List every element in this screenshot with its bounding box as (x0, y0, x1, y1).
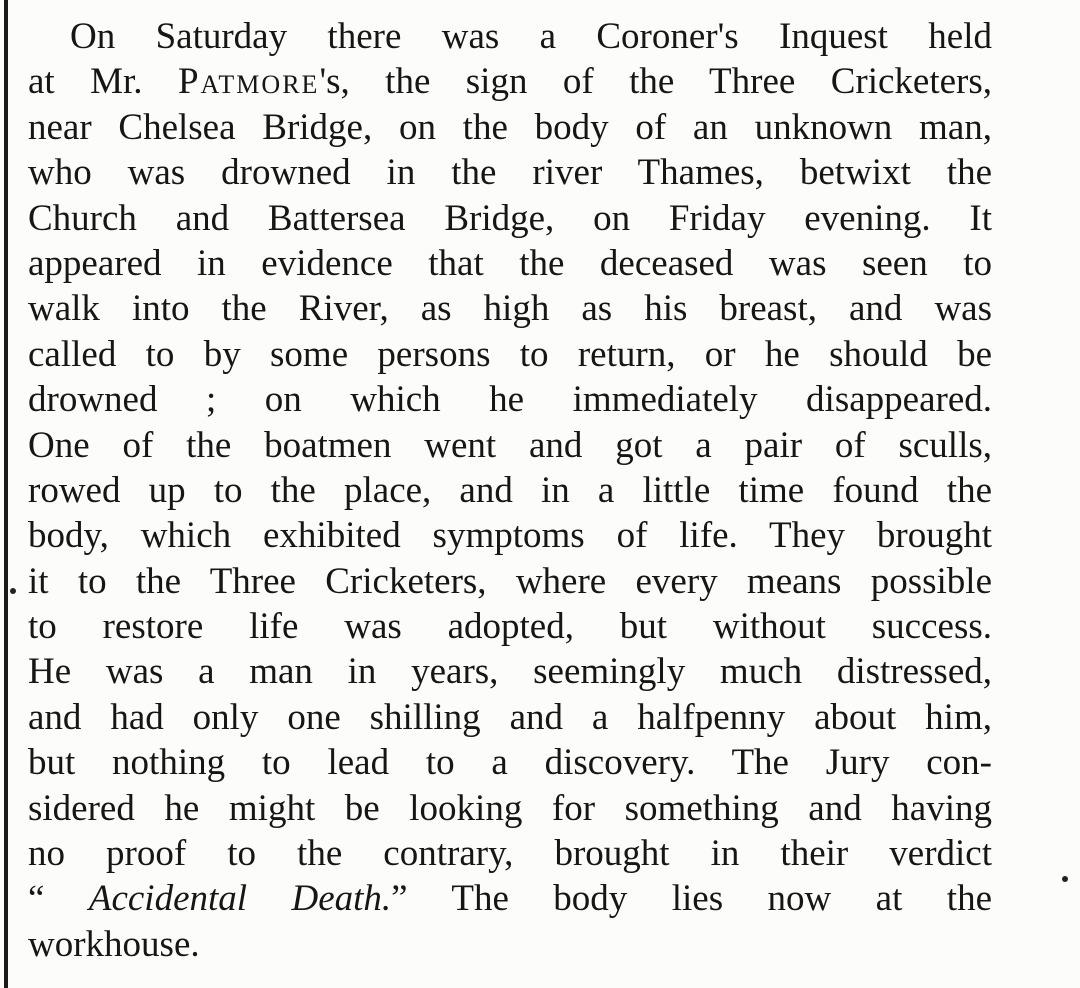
article-line: He was a man in years, seemingly much distressed, (28, 651, 992, 693)
article-line-text: at Mr. (28, 61, 178, 103)
verdict-text: Accidental Death. (88, 878, 392, 920)
article-line: workhouse. (28, 923, 200, 965)
proprietor-name: Patmore (177, 61, 320, 103)
article-line-text: ” The body lies now at the (391, 878, 992, 920)
article-line: body, which exhibited symptoms of life. They brought (28, 515, 992, 557)
article-line: drowned ; on which he immediately disappeared. (28, 379, 992, 421)
column-rule (4, 0, 8, 988)
article-line: sidered he might be looking for something and having (28, 787, 992, 829)
article-line (28, 876, 992, 921)
article-body (28, 14, 992, 967)
article-line: no proof to the contrary, brought in their verdict (28, 833, 992, 875)
article-line: appeared in evidence that the deceased was seen to (28, 242, 992, 284)
article-line: it to the Three Cricketers, where every means possible (28, 560, 992, 602)
article-line: who was drowned in the river Thames, betwixt the (28, 152, 992, 194)
article-line: On Saturday there was a Coroner's Inquest held (70, 16, 992, 57)
article-line-text: “ (28, 878, 89, 920)
article-line: to restore life was adopted, but without success. (28, 606, 992, 648)
article-line: Church and Battersea Bridge, on Friday evening. It (28, 197, 992, 239)
article-line: walk into the River, as high as his breast, and was (28, 288, 992, 330)
article-line-text: 's, the sign of the Three Cricketers, (319, 61, 992, 103)
article-line: near Chelsea Bridge, on the body of an unknown man, (28, 106, 992, 148)
article-line: and had only one shilling and a halfpenny about him, (28, 696, 992, 738)
article-line (28, 59, 992, 104)
ink-speck (1062, 876, 1068, 882)
article-line: but nothing to lead to a discovery. The Jury con- (28, 742, 992, 784)
article-line: rowed up to the place, and in a little time found the (28, 469, 992, 511)
article-line: One of the boatmen went and got a pair of sculls, (28, 424, 992, 466)
ink-speck (10, 588, 16, 594)
article-line: called to by some persons to return, or he should be (28, 333, 992, 375)
